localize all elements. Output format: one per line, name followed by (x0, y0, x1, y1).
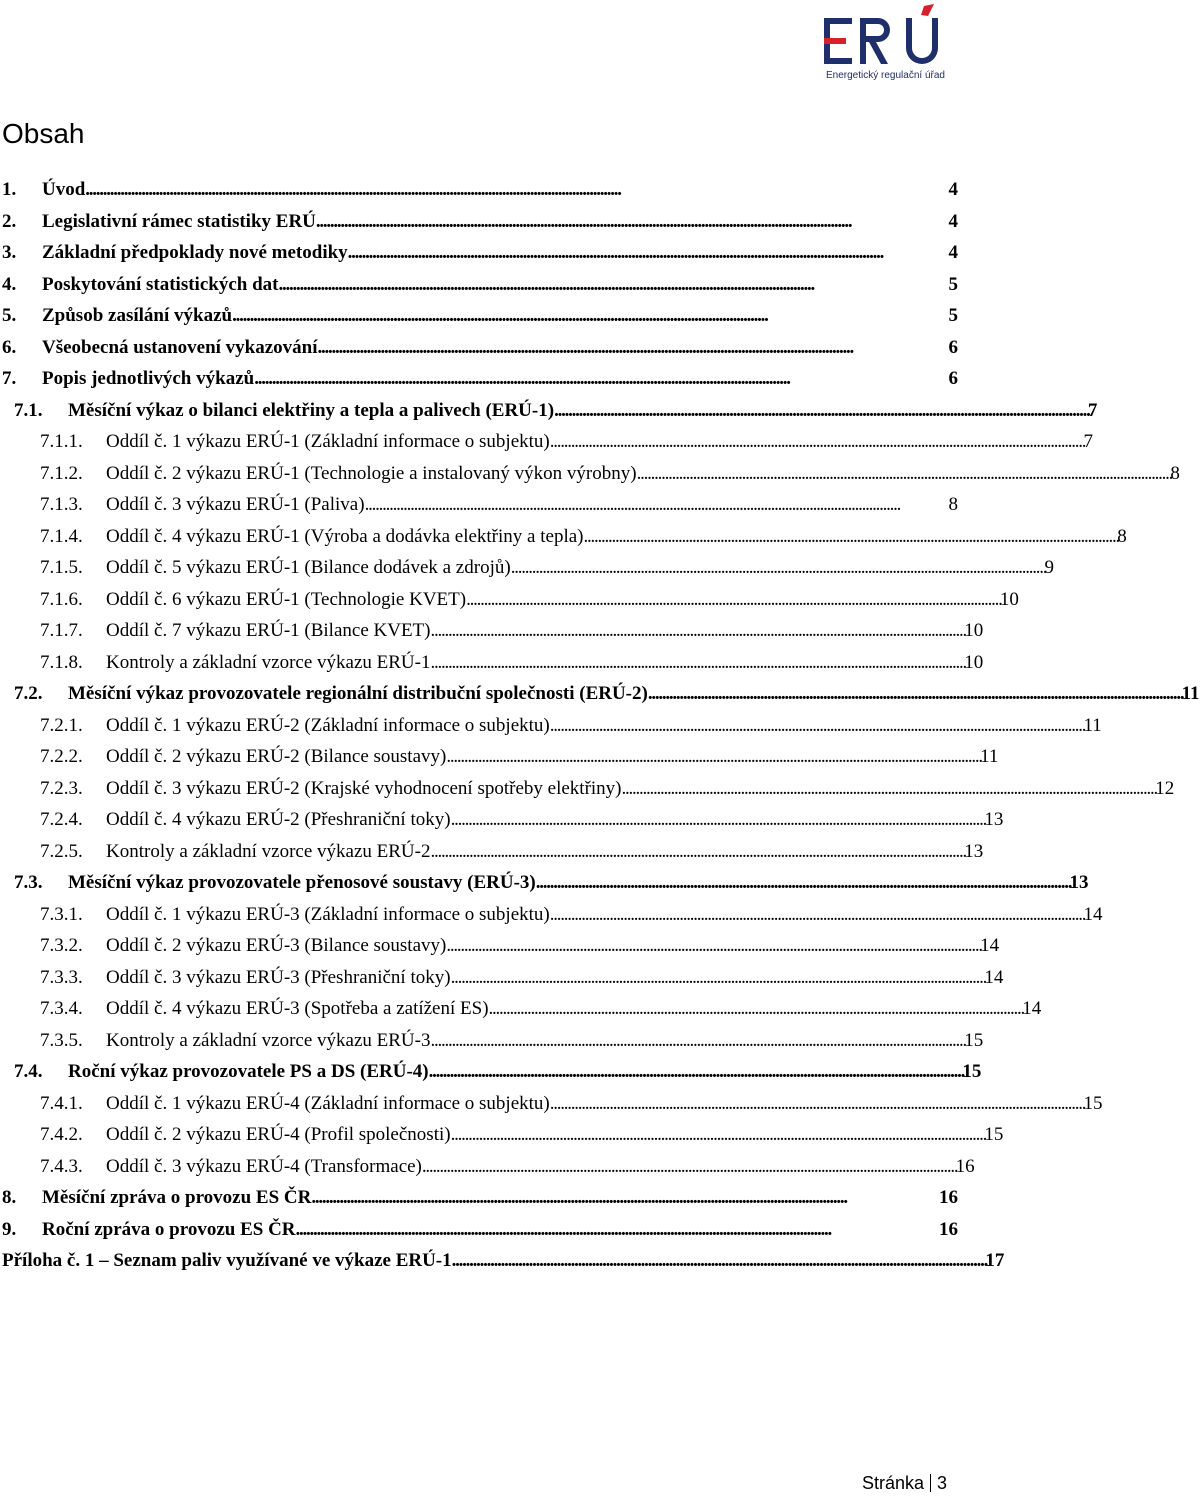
toc-entry[interactable] (0, 743, 999, 771)
toc-entry-number: 7.1.2. (40, 462, 83, 484)
toc-entry-number: 7.1.1. (40, 431, 83, 452)
toc-entry-title: Oddíl č. 2 výkazu ERÚ-1 (Technologie a instalovaný výkon výrobny) (106, 462, 637, 484)
toc-leader-dots (637, 460, 1171, 488)
toc-entry[interactable] (0, 397, 1098, 425)
toc-entry-title: Kontroly a základní vzorce výkazu ERÚ-3 (106, 1029, 431, 1051)
toc-entry[interactable] (0, 365, 958, 393)
toc-entry[interactable] (0, 176, 958, 204)
toc-entry[interactable] (0, 1216, 958, 1244)
toc-entry-page: 6 (948, 336, 958, 358)
toc-leader-dots (232, 302, 948, 330)
toc-leader-dots (451, 964, 985, 992)
toc-entry-title: Měsíční výkaz o bilanci elektřiny a tepla a palivech (ERÚ-1) (68, 399, 555, 421)
toc-entry[interactable] (0, 995, 1042, 1023)
toc-entry-title: Příloha č. 1 – Seznam paliv využívané ve výkaze ERÚ-1 (2, 1250, 452, 1271)
toc-entry-page: 4 (948, 179, 958, 200)
toc-entry-number: 7.4.3. (40, 1155, 83, 1177)
toc-entry-title: Oddíl č. 4 výkazu ERÚ-2 (Přeshraniční toky) (106, 809, 451, 830)
toc-entry-title: Kontroly a základní vzorce výkazu ERÚ-2 (106, 840, 431, 862)
toc-entry[interactable] (0, 1153, 975, 1181)
toc-leader-dots (365, 491, 949, 519)
toc-entry-page: 13 (964, 840, 984, 862)
toc-entry-number: 7.2. (14, 683, 43, 704)
toc-entry[interactable] (0, 869, 1089, 897)
toc-entry[interactable] (0, 649, 984, 677)
toc-entry-title: Oddíl č. 1 výkazu ERÚ-2 (Základní informace o subjektu) (106, 714, 550, 736)
toc-entry-page: 16 (939, 1187, 958, 1208)
toc-entry-page: 13 (1069, 872, 1089, 893)
toc-entry-number: 3. (2, 242, 17, 263)
toc-leader-dots (451, 806, 985, 834)
toc-entry-page: 11 (980, 746, 999, 767)
toc-entry-page: 9 (1044, 557, 1054, 578)
toc-leader-dots (278, 271, 948, 299)
toc-entry-page: 14 (1022, 998, 1042, 1019)
toc-entry-number: 6. (2, 336, 17, 358)
toc-leader-dots (451, 1121, 985, 1149)
toc-entry-title: Všeobecná ustanovení vykazování (42, 336, 318, 358)
toc-leader-dots (583, 523, 1117, 551)
toc-entry-number: 7.1.7. (40, 620, 83, 641)
toc-entry-number: 7.2.1. (40, 714, 83, 736)
toc-leader-dots (452, 1247, 986, 1275)
toc-leader-dots (489, 995, 1023, 1023)
toc-leader-dots (431, 617, 965, 645)
toc-entry[interactable] (0, 1247, 1005, 1275)
toc-leader-dots (311, 1184, 939, 1212)
toc-leader-dots (422, 1153, 956, 1181)
toc-entry-title: Popis jednotlivých výkazů (42, 368, 255, 389)
toc-entry-title: Oddíl č. 3 výkazu ERÚ-2 (Krajské vyhodnocení spotřeby elektřiny) (106, 777, 622, 799)
toc-entry[interactable] (0, 1121, 1004, 1149)
toc-leader-dots (466, 586, 1000, 614)
toc-entry-number: 7.4.2. (40, 1124, 83, 1145)
toc-entry-number: 5. (2, 305, 17, 326)
toc-entry-title: Oddíl č. 6 výkazu ERÚ-1 (Technologie KVET) (106, 588, 467, 610)
toc-entry[interactable] (0, 901, 1103, 929)
toc-entry[interactable] (0, 932, 1000, 960)
toc-entry[interactable] (0, 806, 1004, 834)
toc-entry-number: 7.4. (14, 1061, 43, 1082)
toc-entry-page: 13 (984, 809, 1004, 830)
toc-entry-title: Oddíl č. 1 výkazu ERÚ-1 (Základní informace o subjektu) (106, 431, 550, 452)
toc-leader-dots (550, 1090, 1084, 1118)
toc-entry-number: 7.2.4. (40, 809, 83, 830)
toc-entry-title: Měsíční zpráva o provozu ES ČR (42, 1187, 312, 1208)
toc-entry[interactable] (0, 838, 984, 866)
toc-entry[interactable] (0, 554, 1054, 582)
toc-leader-dots (446, 932, 980, 960)
toc-leader-dots (429, 1058, 963, 1086)
toc-entry-page: 12 (1155, 777, 1175, 799)
toc-leader-dots (348, 239, 949, 267)
toc-entry[interactable] (0, 428, 1093, 456)
toc-entry[interactable] (0, 775, 1175, 803)
footer-label: Stránka (862, 1473, 925, 1493)
eru-logo (816, 4, 960, 84)
toc-entry[interactable] (0, 1184, 958, 1212)
toc-entry-page: 16 (939, 1218, 958, 1240)
toc-entry-title: Oddíl č. 4 výkazu ERÚ-1 (Výroba a dodávka elektřiny a tepla) (106, 525, 584, 547)
toc-entry-page: 16 (955, 1155, 975, 1177)
toc-entry-title: Roční výkaz provozovatele PS a DS (ERÚ-4) (68, 1061, 429, 1082)
toc-entry-number: 8. (2, 1187, 17, 1208)
toc-entry-title: Oddíl č. 2 výkazu ERÚ-2 (Bilance soustavy) (106, 746, 447, 767)
toc-entry-title: Měsíční výkaz provozovatele regionální distribuční společnosti (ERÚ-2) (68, 683, 648, 704)
toc-entry-page: 11 (1181, 683, 1200, 704)
toc-entry-number: 7.3.5. (40, 1029, 83, 1051)
toc-entry-page: 15 (964, 1029, 984, 1051)
toc-entry-page: 15 (1083, 1092, 1103, 1114)
toc-entry-page: 14 (984, 966, 1004, 988)
toc-entry-number: 7. (2, 368, 17, 389)
toc-entry[interactable] (0, 491, 958, 519)
toc-leader-dots (550, 712, 1084, 740)
toc-entry-title: Roční zpráva o provozu ES ČR (42, 1218, 296, 1240)
toc-leader-dots (550, 901, 1084, 929)
toc-entry-page: 17 (985, 1250, 1005, 1271)
logo-caption: Energetický regulační úřad (826, 70, 945, 81)
toc-leader-dots (622, 775, 1156, 803)
toc-entry-page: 4 (948, 210, 958, 232)
toc-entry[interactable] (0, 712, 1102, 740)
toc-entry-number: 7.1.6. (40, 588, 83, 610)
toc-entry-page: 5 (948, 305, 958, 326)
toc-entry-number: 7.3.4. (40, 998, 83, 1019)
toc-heading: Obsah (2, 118, 85, 149)
toc-leader-dots (550, 428, 1084, 456)
toc-entry[interactable] (0, 239, 958, 267)
toc-entry-number: 7.2.3. (40, 777, 83, 799)
toc-entry-title: Oddíl č. 3 výkazu ERÚ-1 (Paliva) (106, 494, 365, 515)
toc-entry-page: 11 (1083, 714, 1102, 736)
toc-entry-number: 7.4.1. (40, 1092, 83, 1114)
toc-entry-page: 6 (948, 368, 958, 389)
toc-entry-page: 4 (948, 242, 958, 263)
toc-entry-page: 8 (1117, 525, 1127, 547)
toc-leader-dots (296, 1216, 939, 1244)
toc-entry[interactable] (0, 208, 958, 236)
toc-leader-dots (430, 649, 964, 677)
toc-entry-title: Měsíční výkaz provozovatele přenosové soustavy (ERÚ-3) (68, 872, 536, 893)
toc-entry-page: 14 (980, 935, 1000, 956)
toc-entry-number: 7.1.3. (40, 494, 83, 515)
toc-leader-dots (254, 365, 948, 393)
toc-entry[interactable] (0, 1027, 984, 1055)
toc-entry-number: 7.3.1. (40, 903, 83, 925)
toc-entry-title: Oddíl č. 1 výkazu ERÚ-3 (Základní informace o subjektu) (106, 903, 550, 925)
toc-entry-title: Oddíl č. 2 výkazu ERÚ-4 (Profil společnosti) (106, 1124, 451, 1145)
toc-entry-page: 10 (964, 651, 984, 673)
footer-separator (930, 1474, 931, 1492)
footer-page-number: 3 (937, 1473, 948, 1493)
toc-entry-title: Oddíl č. 7 výkazu ERÚ-1 (Bilance KVET) (106, 620, 431, 641)
toc-entry-number: 7.1.8. (40, 651, 83, 673)
toc-entry-page: 10 (999, 588, 1019, 610)
toc-entry[interactable] (0, 680, 1200, 708)
toc-entry[interactable] (0, 302, 958, 330)
toc-entry-number: 1. (2, 179, 17, 200)
toc-entry-page: 8 (948, 494, 958, 515)
toc-entry-title: Oddíl č. 3 výkazu ERÚ-3 (Přeshraniční toky) (106, 966, 451, 988)
toc-entry-title: Oddíl č. 1 výkazu ERÚ-4 (Základní informace o subjektu) (106, 1092, 550, 1114)
toc-entry-title: Legislativní rámec statistiky ERÚ (42, 210, 316, 232)
toc-entry-page: 14 (1083, 903, 1103, 925)
toc-entry-number: 7.1.5. (40, 557, 83, 578)
toc-entry-title: Oddíl č. 5 výkazu ERÚ-1 (Bilance dodávek a zdrojů) (106, 557, 511, 578)
toc-entry-number: 7.1. (14, 399, 43, 421)
toc-entry-title: Základní předpoklady nové metodiky (42, 242, 348, 263)
toc-entry-number: 4. (2, 273, 17, 295)
toc-entry-page: 15 (962, 1061, 982, 1082)
toc-leader-dots (511, 554, 1045, 582)
toc-entry-title: Úvod (42, 179, 86, 200)
toc-entry[interactable] (0, 460, 1180, 488)
page-footer (862, 1473, 947, 1494)
toc-leader-dots (536, 869, 1070, 897)
toc-leader-dots (446, 743, 980, 771)
toc-entry-page: 7 (1083, 431, 1093, 452)
toc-entry-number: 2. (2, 210, 17, 232)
toc-leader-dots (318, 334, 949, 362)
toc-entry-number: 9. (2, 1218, 17, 1240)
toc-entry-title: Oddíl č. 2 výkazu ERÚ-3 (Bilance soustavy) (106, 935, 447, 956)
toc-entry-page: 10 (964, 620, 984, 641)
toc-leader-dots (554, 397, 1088, 425)
toc-entry-title: Kontroly a základní vzorce výkazu ERÚ-1 (106, 651, 431, 673)
toc-entry[interactable] (0, 586, 1019, 614)
toc-entry-title: Oddíl č. 3 výkazu ERÚ-4 (Transformace) (106, 1155, 422, 1177)
toc-leader-dots (430, 838, 964, 866)
toc-entry[interactable] (0, 271, 958, 299)
toc-entry-number: 7.2.2. (40, 746, 83, 767)
toc-leader-dots (430, 1027, 964, 1055)
toc-entry[interactable] (0, 1090, 1103, 1118)
toc-entry[interactable] (0, 1058, 982, 1086)
toc-entry-number: 7.1.4. (40, 525, 83, 547)
toc-leader-dots (648, 680, 1182, 708)
toc-entry[interactable] (0, 964, 1004, 992)
toc-entry-title: Oddíl č. 4 výkazu ERÚ-3 (Spotřeba a zatížení ES) (106, 998, 489, 1019)
toc-entry-page: 15 (984, 1124, 1004, 1145)
toc-entry-page: 7 (1087, 399, 1098, 421)
toc-entry-number: 7.2.5. (40, 840, 83, 862)
toc-entry[interactable] (0, 523, 1127, 551)
toc-entry-page: 8 (1170, 462, 1180, 484)
toc-entry-number: 7.3.3. (40, 966, 83, 988)
toc-entry-number: 7.3.2. (40, 935, 83, 956)
toc-entry-title: Poskytování statistických dat (42, 273, 279, 295)
toc-entry[interactable] (0, 617, 984, 645)
toc-leader-dots (316, 208, 949, 236)
toc-leader-dots (85, 176, 948, 204)
toc-entry-title: Způsob zasílání výkazů (42, 305, 233, 326)
toc-entry-page: 5 (948, 273, 958, 295)
toc-entry[interactable] (0, 334, 958, 362)
toc-entry-number: 7.3. (14, 872, 43, 893)
